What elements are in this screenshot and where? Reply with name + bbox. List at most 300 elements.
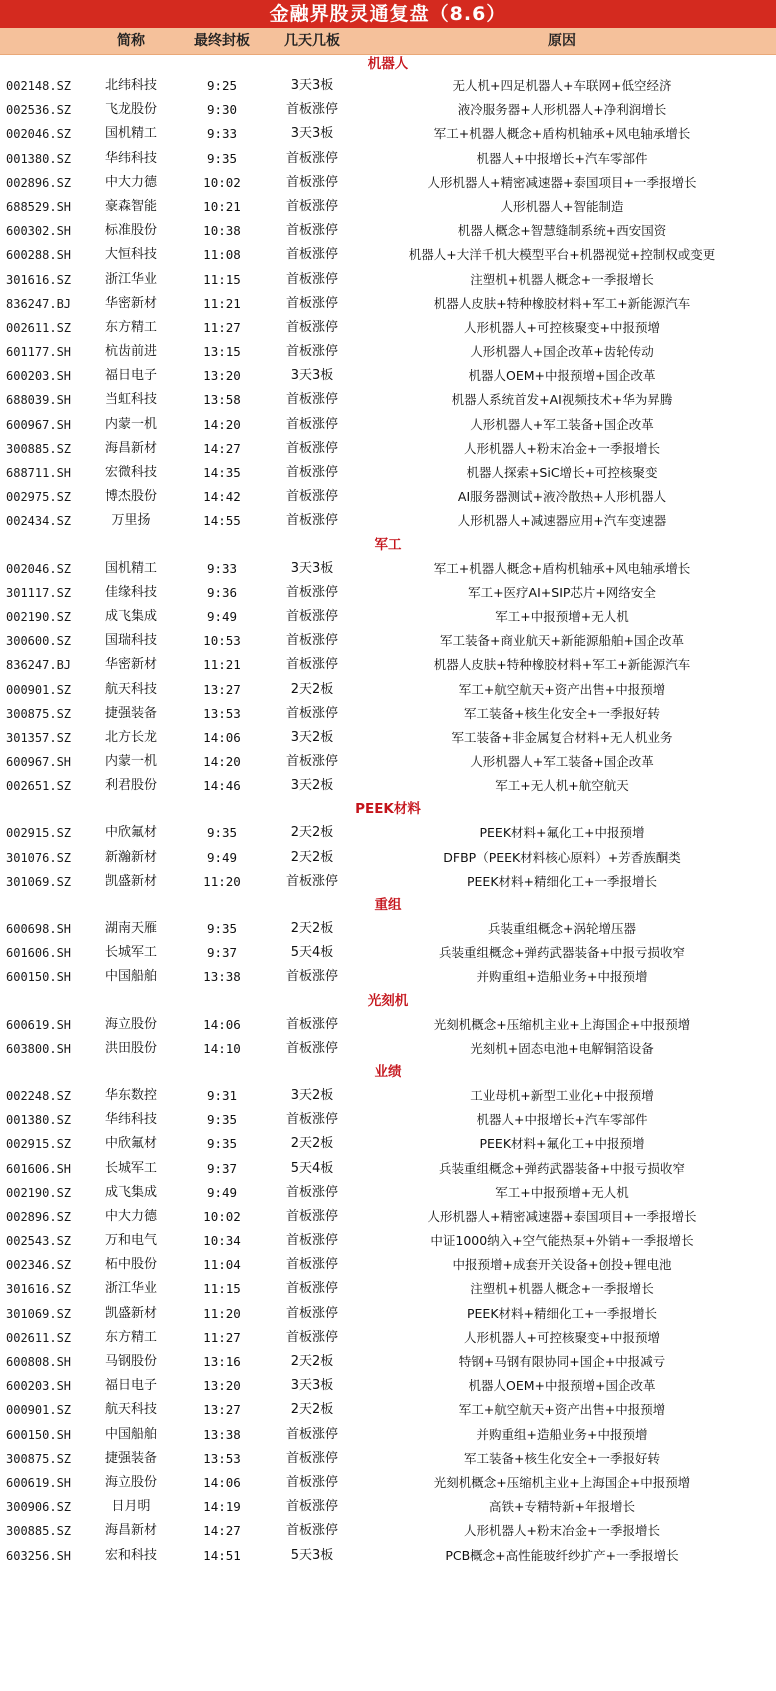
- final-seal-time-cell: 13:38: [203, 969, 241, 985]
- reason-cell: 军工装备+核生化安全+一季报好转: [464, 705, 660, 721]
- stock-name-cell: 华密新材: [104, 657, 157, 673]
- reason-cell: 光刻机概念+压缩机主业+上海国企+中报预增: [433, 1016, 691, 1032]
- board-count-cell: 首板涨停: [285, 102, 338, 118]
- table-row: [0, 437, 776, 461]
- stock-code-cell: 601606.SH: [6, 946, 72, 961]
- board-count-cell: 首板涨停: [285, 1233, 338, 1249]
- reason-cell: 人形机器人+可控核聚变+中报预增: [464, 1329, 660, 1345]
- stock-code-cell: 601177.SH: [6, 345, 72, 360]
- board-count-cell: 5天4板: [290, 945, 334, 961]
- table-row: [0, 1277, 776, 1301]
- final-seal-time-cell: 9:35: [206, 150, 238, 166]
- final-seal-time-cell: 10:53: [203, 633, 241, 649]
- final-seal-time-cell: 9:37: [206, 1160, 238, 1176]
- table-row: [0, 581, 776, 605]
- board-count-cell: 2天2板: [290, 849, 334, 865]
- table-header: [0, 28, 776, 55]
- reason-cell: PEEK材料+精细化工+一季报增长: [467, 873, 657, 889]
- reason-cell: 人形机器人+智能制造: [500, 198, 624, 214]
- section-header: PEEK材料: [355, 801, 421, 818]
- reason-cell: 液冷服务器+人形机器人+净利润增长: [457, 102, 667, 118]
- reason-cell: 军工装备+商业航天+新能源船舶+国企改革: [440, 633, 684, 649]
- reason-cell: PEEK材料+氟化工+中报预增: [479, 1136, 645, 1152]
- reason-cell: 特钢+马钢有限协同+国企+中报减亏: [458, 1354, 666, 1369]
- board-count-cell: 2天2板: [290, 921, 334, 936]
- header-time: 最终封板: [194, 33, 250, 49]
- board-count-cell: 3天2板: [290, 778, 334, 794]
- board-count-cell: 首板涨停: [285, 223, 338, 239]
- final-seal-time-cell: 11:08: [203, 247, 241, 263]
- final-seal-time-cell: 11:04: [203, 1257, 241, 1273]
- table-row: [0, 1084, 776, 1108]
- stock-name-cell: 海立股份: [104, 1474, 157, 1490]
- board-count-cell: 首板涨停: [285, 1499, 338, 1515]
- stock-name-cell: 浙江华业: [104, 1281, 157, 1297]
- stock-code-cell: 002651.SZ: [6, 779, 72, 794]
- final-seal-time-cell: 14:42: [203, 489, 241, 505]
- board-count-cell: 首板涨停: [285, 969, 338, 985]
- board-count-cell: 首板涨停: [285, 608, 338, 624]
- stock-name-cell: 新瀚新材: [104, 849, 157, 865]
- stock-code-cell: 600302.SH: [6, 224, 72, 239]
- board-count-cell: 首板涨停: [285, 633, 338, 649]
- stock-code-cell: 600619.SH: [6, 1017, 72, 1032]
- reason-cell: 人形机器人+减速器应用+汽车变速器: [457, 513, 667, 529]
- reason-cell: 人形机器人+可控核聚变+中报预增: [464, 319, 660, 335]
- final-seal-time-cell: 14:20: [203, 754, 241, 770]
- stock-code-cell: 300875.SZ: [6, 706, 72, 721]
- stock-name-cell: 海昌新材: [104, 1523, 157, 1539]
- table-row: [0, 219, 776, 243]
- stock-code-cell: 002975.SZ: [6, 490, 72, 505]
- reason-cell: 注塑机+机器人概念+一季报增长: [470, 271, 654, 287]
- table-row: [0, 1302, 776, 1326]
- reason-cell: 军工+机器人概念+盾构机轴承+风电轴承增长: [433, 560, 691, 576]
- reason-cell: 机器人皮肤+特种橡胶材料+军工+新能源汽车: [433, 295, 691, 311]
- final-seal-time-cell: 9:25: [206, 78, 238, 93]
- board-count-cell: 首板涨停: [285, 319, 338, 335]
- final-seal-time-cell: 11:20: [203, 873, 241, 889]
- stock-code-cell: 301357.SZ: [6, 730, 72, 745]
- final-seal-time-cell: 9:49: [206, 849, 238, 865]
- table-row: [0, 1108, 776, 1132]
- table-row: [0, 413, 776, 437]
- stock-name-cell: 长城军工: [104, 1160, 157, 1176]
- stock-code-cell: 002536.SZ: [6, 103, 72, 118]
- sheet-title: 金融界股灵通复盘（8.6）: [0, 0, 776, 28]
- board-count-cell: 首板涨停: [285, 513, 338, 529]
- final-seal-time-cell: 9:33: [206, 560, 238, 576]
- board-count-cell: 3天2板: [290, 729, 334, 745]
- stock-name-cell: 捷强装备: [104, 705, 157, 721]
- table-row: [0, 1471, 776, 1495]
- table-row: [0, 702, 776, 726]
- table-row: [0, 1253, 776, 1277]
- final-seal-time-cell: 13:16: [203, 1354, 241, 1369]
- final-seal-time-cell: 9:49: [206, 1184, 238, 1200]
- stock-code-cell: 000901.SZ: [6, 682, 72, 697]
- table-row: [0, 678, 776, 702]
- final-seal-time-cell: 13:27: [203, 681, 241, 697]
- reason-cell: 中证1000纳入+空气能热泵+外销+一季报增长: [430, 1233, 694, 1249]
- table-row: [0, 485, 776, 509]
- table-row: [0, 340, 776, 364]
- stock-code-cell: 002543.SZ: [6, 1234, 72, 1249]
- board-count-cell: 首板涨停: [285, 1040, 338, 1056]
- table-row: [0, 364, 776, 388]
- stock-name-cell: 日月明: [111, 1499, 151, 1515]
- stock-code-cell: 002190.SZ: [6, 609, 72, 624]
- stock-code-cell: 601606.SH: [6, 1161, 72, 1176]
- final-seal-time-cell: 13:53: [203, 1450, 241, 1466]
- final-seal-time-cell: 9:35: [206, 921, 238, 936]
- header-boards: 几天几板: [284, 33, 340, 49]
- stock-name-cell: 中大力德: [104, 1208, 157, 1224]
- table-row: [0, 1374, 776, 1398]
- stock-name-cell: 杭齿前进: [104, 344, 157, 360]
- stock-code-cell: 002148.SZ: [6, 79, 72, 93]
- stock-code-cell: 002896.SZ: [6, 1209, 72, 1224]
- stock-code-cell: 836247.BJ: [6, 658, 72, 673]
- final-seal-time-cell: 9:37: [206, 945, 238, 961]
- board-count-cell: 首板涨停: [285, 416, 338, 432]
- stock-code-cell: 300885.SZ: [6, 441, 72, 456]
- board-count-cell: 3天3板: [290, 78, 334, 93]
- final-seal-time-cell: 14:10: [203, 1040, 241, 1056]
- reason-cell: 军工装备+非金属复合材料+无人机业务: [451, 729, 673, 745]
- reason-cell: 机器人系统首发+AI视频技术+华为昇腾: [451, 392, 673, 408]
- board-count-cell: 首板涨停: [285, 1208, 338, 1224]
- stock-code-cell: 301117.SZ: [6, 585, 72, 600]
- board-count-cell: 3天2板: [290, 1087, 334, 1103]
- reason-cell: 光刻机+固态电池+电解铜箔设备: [470, 1040, 654, 1056]
- final-seal-time-cell: 11:15: [203, 271, 241, 287]
- reason-cell: 人形机器人+国企改革+齿轮传动: [470, 344, 654, 360]
- table-row: [0, 461, 776, 485]
- final-seal-time-cell: 9:35: [206, 1112, 238, 1128]
- board-count-cell: 2天2板: [290, 1402, 334, 1418]
- stock-code-cell: 002915.SZ: [6, 1137, 72, 1152]
- table-row: [0, 917, 776, 941]
- stock-code-cell: 002046.SZ: [6, 127, 72, 142]
- stock-code-cell: 300885.SZ: [6, 1524, 72, 1539]
- reason-cell: 机器人+大洋千机大模型平台+机器视觉+控制权或变更: [408, 247, 716, 263]
- final-seal-time-cell: 13:38: [203, 1426, 241, 1442]
- table-row: [0, 1398, 776, 1422]
- board-count-cell: 2天2板: [290, 1136, 334, 1152]
- stock-name-cell: 飞龙股份: [104, 102, 157, 118]
- reason-cell: 人形机器人+精密减速器+泰国项目+一季报增长: [427, 174, 697, 190]
- stock-code-cell: 600808.SH: [6, 1355, 72, 1369]
- stock-name-cell: 东方精工: [104, 1329, 157, 1345]
- stock-name-cell: 豪森智能: [104, 198, 157, 214]
- reason-cell: 机器人概念+智慧缝制系统+西安国资: [457, 223, 667, 239]
- reason-cell: PEEK材料+精细化工+一季报增长: [467, 1305, 657, 1321]
- stock-code-cell: 301076.SZ: [6, 850, 72, 865]
- stock-name-cell: 大恒科技: [104, 247, 157, 263]
- final-seal-time-cell: 10:21: [203, 198, 241, 214]
- final-seal-time-cell: 13:58: [203, 392, 241, 408]
- stock-code-cell: 002046.SZ: [6, 561, 72, 576]
- table-row: [0, 870, 776, 894]
- stock-name-cell: 浙江华业: [104, 271, 157, 287]
- stock-name-cell: 柘中股份: [104, 1257, 157, 1273]
- table-row: [0, 122, 776, 146]
- board-count-cell: 首板涨停: [285, 344, 338, 360]
- board-count-cell: 首板涨停: [285, 584, 338, 600]
- reason-cell: 兵装重组概念+涡轮增压器: [488, 921, 636, 936]
- board-count-cell: 首板涨停: [285, 1523, 338, 1539]
- stock-code-cell: 688039.SH: [6, 393, 72, 408]
- reason-cell: 人形机器人+粉末冶金+一季报增长: [464, 1523, 660, 1539]
- reason-cell: DFBP（PEEK材料核心原料）+芳香族酮类: [443, 849, 681, 865]
- board-count-cell: 2天2板: [290, 681, 334, 697]
- board-count-cell: 首板涨停: [285, 271, 338, 287]
- stock-name-cell: 宏微科技: [104, 465, 157, 480]
- stock-code-cell: 002190.SZ: [6, 1185, 72, 1200]
- stock-name-cell: 航天科技: [104, 681, 157, 697]
- stock-code-cell: 600150.SH: [6, 970, 72, 985]
- board-count-cell: 首板涨停: [285, 489, 338, 505]
- stock-name-cell: 博杰股份: [104, 489, 157, 505]
- reason-cell: 注塑机+机器人概念+一季报增长: [470, 1281, 654, 1297]
- table-row: [0, 1181, 776, 1205]
- stock-code-cell: 002915.SZ: [6, 826, 72, 841]
- final-seal-time-cell: 9:49: [206, 608, 238, 624]
- table-row: [0, 316, 776, 340]
- final-seal-time-cell: 9:31: [206, 1087, 238, 1103]
- board-count-cell: 首板涨停: [285, 1112, 338, 1128]
- reason-cell: 军工+医疗AI+SIP芯片+网络安全: [468, 584, 656, 600]
- final-seal-time-cell: 14:06: [203, 1016, 241, 1032]
- final-seal-time-cell: 14:06: [203, 729, 241, 745]
- reason-cell: 机器人探索+SiC增长+可控核聚变: [466, 465, 658, 480]
- board-count-cell: 首板涨停: [285, 392, 338, 408]
- stock-name-cell: 捷强装备: [104, 1450, 157, 1466]
- final-seal-time-cell: 9:35: [206, 1136, 238, 1152]
- board-count-cell: 首板涨停: [285, 657, 338, 673]
- stock-name-cell: 中欣氟材: [104, 825, 157, 841]
- table-row: [0, 846, 776, 870]
- stock-name-cell: 华密新材: [104, 295, 157, 311]
- stock-name-cell: 马钢股份: [104, 1354, 157, 1369]
- stock-code-cell: 836247.BJ: [6, 296, 72, 311]
- board-count-cell: 首板涨停: [285, 440, 338, 456]
- stock-code-cell: 002346.SZ: [6, 1258, 72, 1273]
- reason-cell: 工业母机+新型工业化+中报预增: [470, 1087, 654, 1103]
- table-row: [0, 965, 776, 989]
- board-count-cell: 首板涨停: [285, 174, 338, 190]
- final-seal-time-cell: 14:19: [203, 1499, 241, 1515]
- header-reason: 原因: [548, 33, 576, 49]
- table-row: [0, 629, 776, 653]
- stock-name-cell: 佳缘科技: [104, 584, 157, 600]
- final-seal-time-cell: 11:27: [203, 1329, 241, 1345]
- reason-cell: 军工装备+核生化安全+一季报好转: [464, 1450, 660, 1466]
- board-count-cell: 3天3板: [290, 368, 334, 384]
- board-count-cell: 首板涨停: [285, 1450, 338, 1466]
- reason-cell: 兵装重组概念+弹药武器装备+中报亏损收窄: [439, 945, 685, 961]
- stock-name-cell: 洪田股份: [104, 1040, 157, 1056]
- reason-cell: 机器人OEM+中报预增+国企改革: [468, 1378, 656, 1394]
- section-header: 机器人: [367, 56, 409, 72]
- table-row: [0, 1205, 776, 1229]
- stock-name-cell: 国机精工: [104, 126, 157, 142]
- reason-cell: 高铁+专精特新+年报增长: [489, 1499, 635, 1515]
- reason-cell: 光刻机概念+压缩机主业+上海国企+中报预增: [433, 1474, 691, 1490]
- stock-name-cell: 中欣氟材: [104, 1136, 157, 1152]
- stock-name-cell: 福日电子: [104, 368, 157, 384]
- board-count-cell: 首板涨停: [285, 295, 338, 311]
- stock-name-cell: 湖南天雁: [104, 921, 157, 936]
- table-row: [0, 1423, 776, 1447]
- table-row: [0, 195, 776, 219]
- section-header: 业绩: [374, 1063, 402, 1080]
- header-name: 简称: [117, 33, 145, 49]
- table-row: [0, 1495, 776, 1519]
- table-row: [0, 98, 776, 122]
- stock-name-cell: 宏和科技: [104, 1547, 157, 1563]
- stock-code-cell: 300875.SZ: [6, 1451, 72, 1466]
- table-row: [0, 1229, 776, 1253]
- stock-name-cell: 内蒙一机: [104, 754, 157, 770]
- board-count-cell: 2天2板: [290, 825, 334, 841]
- reason-cell: 兵装重组概念+弹药武器装备+中报亏损收窄: [439, 1160, 685, 1176]
- final-seal-time-cell: 14:55: [203, 513, 241, 529]
- final-seal-time-cell: 14:27: [203, 1523, 241, 1539]
- board-count-cell: 首板涨停: [285, 150, 338, 166]
- table-row: [0, 1013, 776, 1037]
- stock-name-cell: 华纬科技: [104, 1112, 157, 1128]
- final-seal-time-cell: 14:51: [203, 1547, 241, 1563]
- stock-name-cell: 东方精工: [104, 319, 157, 335]
- stock-code-cell: 002611.SZ: [6, 1330, 72, 1345]
- stock-name-cell: 华东数控: [104, 1087, 157, 1103]
- stock-name-cell: 北方长龙: [104, 729, 157, 745]
- board-count-cell: 首板涨停: [285, 873, 338, 889]
- board-count-cell: 首板涨停: [285, 1305, 338, 1321]
- section-header: 重组: [374, 897, 402, 913]
- stock-code-cell: 688711.SH: [6, 466, 72, 480]
- reason-cell: 军工+中报预增+无人机: [495, 608, 629, 624]
- stock-name-cell: 华纬科技: [104, 150, 157, 166]
- table-row: [0, 941, 776, 965]
- table-row: [0, 292, 776, 316]
- table-row: [0, 268, 776, 292]
- table-row: [0, 74, 776, 98]
- reason-cell: 并购重组+造船业务+中报预增: [476, 969, 648, 985]
- board-count-cell: 5天4板: [290, 1160, 334, 1176]
- table-row: [0, 388, 776, 412]
- stock-code-cell: 301069.SZ: [6, 1306, 72, 1321]
- table-row: [0, 1519, 776, 1543]
- final-seal-time-cell: 9:30: [206, 102, 238, 118]
- final-seal-time-cell: 14:27: [203, 440, 241, 456]
- section-header: 军工: [374, 536, 402, 553]
- final-seal-time-cell: 13:15: [203, 344, 241, 360]
- board-count-cell: 首板涨停: [285, 1474, 338, 1490]
- stock-code-cell: 002248.SZ: [6, 1088, 72, 1103]
- stock-code-cell: 600619.SH: [6, 1475, 72, 1490]
- stock-name-cell: 航天科技: [104, 1402, 157, 1418]
- stock-code-cell: 301616.SZ: [6, 1282, 72, 1297]
- board-count-cell: 3天3板: [290, 1378, 334, 1394]
- table-row: [0, 605, 776, 629]
- table-row: [0, 557, 776, 581]
- table-row: [0, 653, 776, 677]
- reason-cell: 军工+机器人概念+盾构机轴承+风电轴承增长: [433, 126, 691, 142]
- reason-cell: 军工+航空航天+资产出售+中报预增: [458, 681, 666, 697]
- reason-cell: 并购重组+造船业务+中报预增: [476, 1426, 648, 1442]
- section-header: 光刻机: [367, 992, 409, 1009]
- table-row: [0, 1350, 776, 1374]
- board-count-cell: 首板涨停: [285, 1281, 338, 1297]
- board-count-cell: 首板涨停: [285, 198, 338, 214]
- reason-cell: 人形机器人+军工装备+国企改革: [470, 416, 654, 432]
- stock-code-cell: 600288.SH: [6, 248, 72, 263]
- reason-cell: 无人机+四足机器人+车联网+低空经济: [452, 78, 672, 93]
- reason-cell: PCB概念+高性能玻纤纱扩产+一季报增长: [445, 1547, 679, 1563]
- stock-code-cell: 600967.SH: [6, 417, 72, 432]
- reason-cell: 机器人+中报增长+汽车零部件: [476, 1112, 648, 1128]
- reason-cell: 机器人+中报增长+汽车零部件: [476, 150, 648, 166]
- reason-cell: 机器人OEM+中报预增+国企改革: [468, 368, 656, 384]
- board-count-cell: 3天3板: [290, 126, 334, 142]
- final-seal-time-cell: 11:21: [203, 295, 241, 311]
- final-seal-time-cell: 11:21: [203, 657, 241, 673]
- board-count-cell: 首板涨停: [285, 754, 338, 770]
- final-seal-time-cell: 14:06: [203, 1474, 241, 1490]
- final-seal-time-cell: 10:38: [203, 223, 241, 239]
- board-count-cell: 2天2板: [290, 1354, 334, 1369]
- stock-name-cell: 凯盛新材: [104, 873, 157, 889]
- board-count-cell: 首板涨停: [285, 1184, 338, 1200]
- stock-code-cell: 002434.SZ: [6, 514, 72, 529]
- stock-name-cell: 中大力德: [104, 174, 157, 190]
- board-count-cell: 5天3板: [290, 1547, 334, 1563]
- board-count-cell: 首板涨停: [285, 1426, 338, 1442]
- reason-cell: 人形机器人+精密减速器+泰国项目+一季报增长: [427, 1208, 697, 1224]
- table-body: [0, 55, 776, 1568]
- stock-code-cell: 301616.SZ: [6, 272, 72, 287]
- final-seal-time-cell: 11:27: [203, 319, 241, 335]
- reason-cell: 机器人皮肤+特种橡胶材料+军工+新能源汽车: [433, 657, 691, 673]
- stock-code-cell: 600150.SH: [6, 1427, 72, 1442]
- stock-code-cell: 000901.SZ: [6, 1403, 72, 1418]
- final-seal-time-cell: 9:33: [206, 126, 238, 142]
- board-count-cell: 首板涨停: [285, 1329, 338, 1345]
- table-row: [0, 821, 776, 845]
- stock-code-cell: 600203.SH: [6, 1379, 72, 1394]
- table-row: [0, 171, 776, 195]
- table-row: [0, 509, 776, 533]
- table-row: [0, 243, 776, 267]
- final-seal-time-cell: 11:15: [203, 1281, 241, 1297]
- final-seal-time-cell: 13:53: [203, 705, 241, 721]
- stock-name-cell: 中国船舶: [104, 969, 157, 985]
- stock-code-cell: 300600.SZ: [6, 634, 72, 649]
- final-seal-time-cell: 14:20: [203, 416, 241, 432]
- final-seal-time-cell: 11:20: [203, 1305, 241, 1321]
- final-seal-time-cell: 10:02: [203, 174, 241, 190]
- stock-name-cell: 中国船舶: [104, 1426, 157, 1442]
- reason-cell: 人形机器人+粉末冶金+一季报增长: [464, 440, 660, 456]
- board-count-cell: 3天3板: [290, 560, 334, 576]
- reason-cell: 中报预增+成套开关设备+创投+锂电池: [452, 1257, 672, 1273]
- reason-cell: PEEK材料+氟化工+中报预增: [479, 825, 645, 841]
- stock-code-cell: 603256.SH: [6, 1548, 72, 1563]
- final-seal-time-cell: 14:35: [203, 465, 241, 480]
